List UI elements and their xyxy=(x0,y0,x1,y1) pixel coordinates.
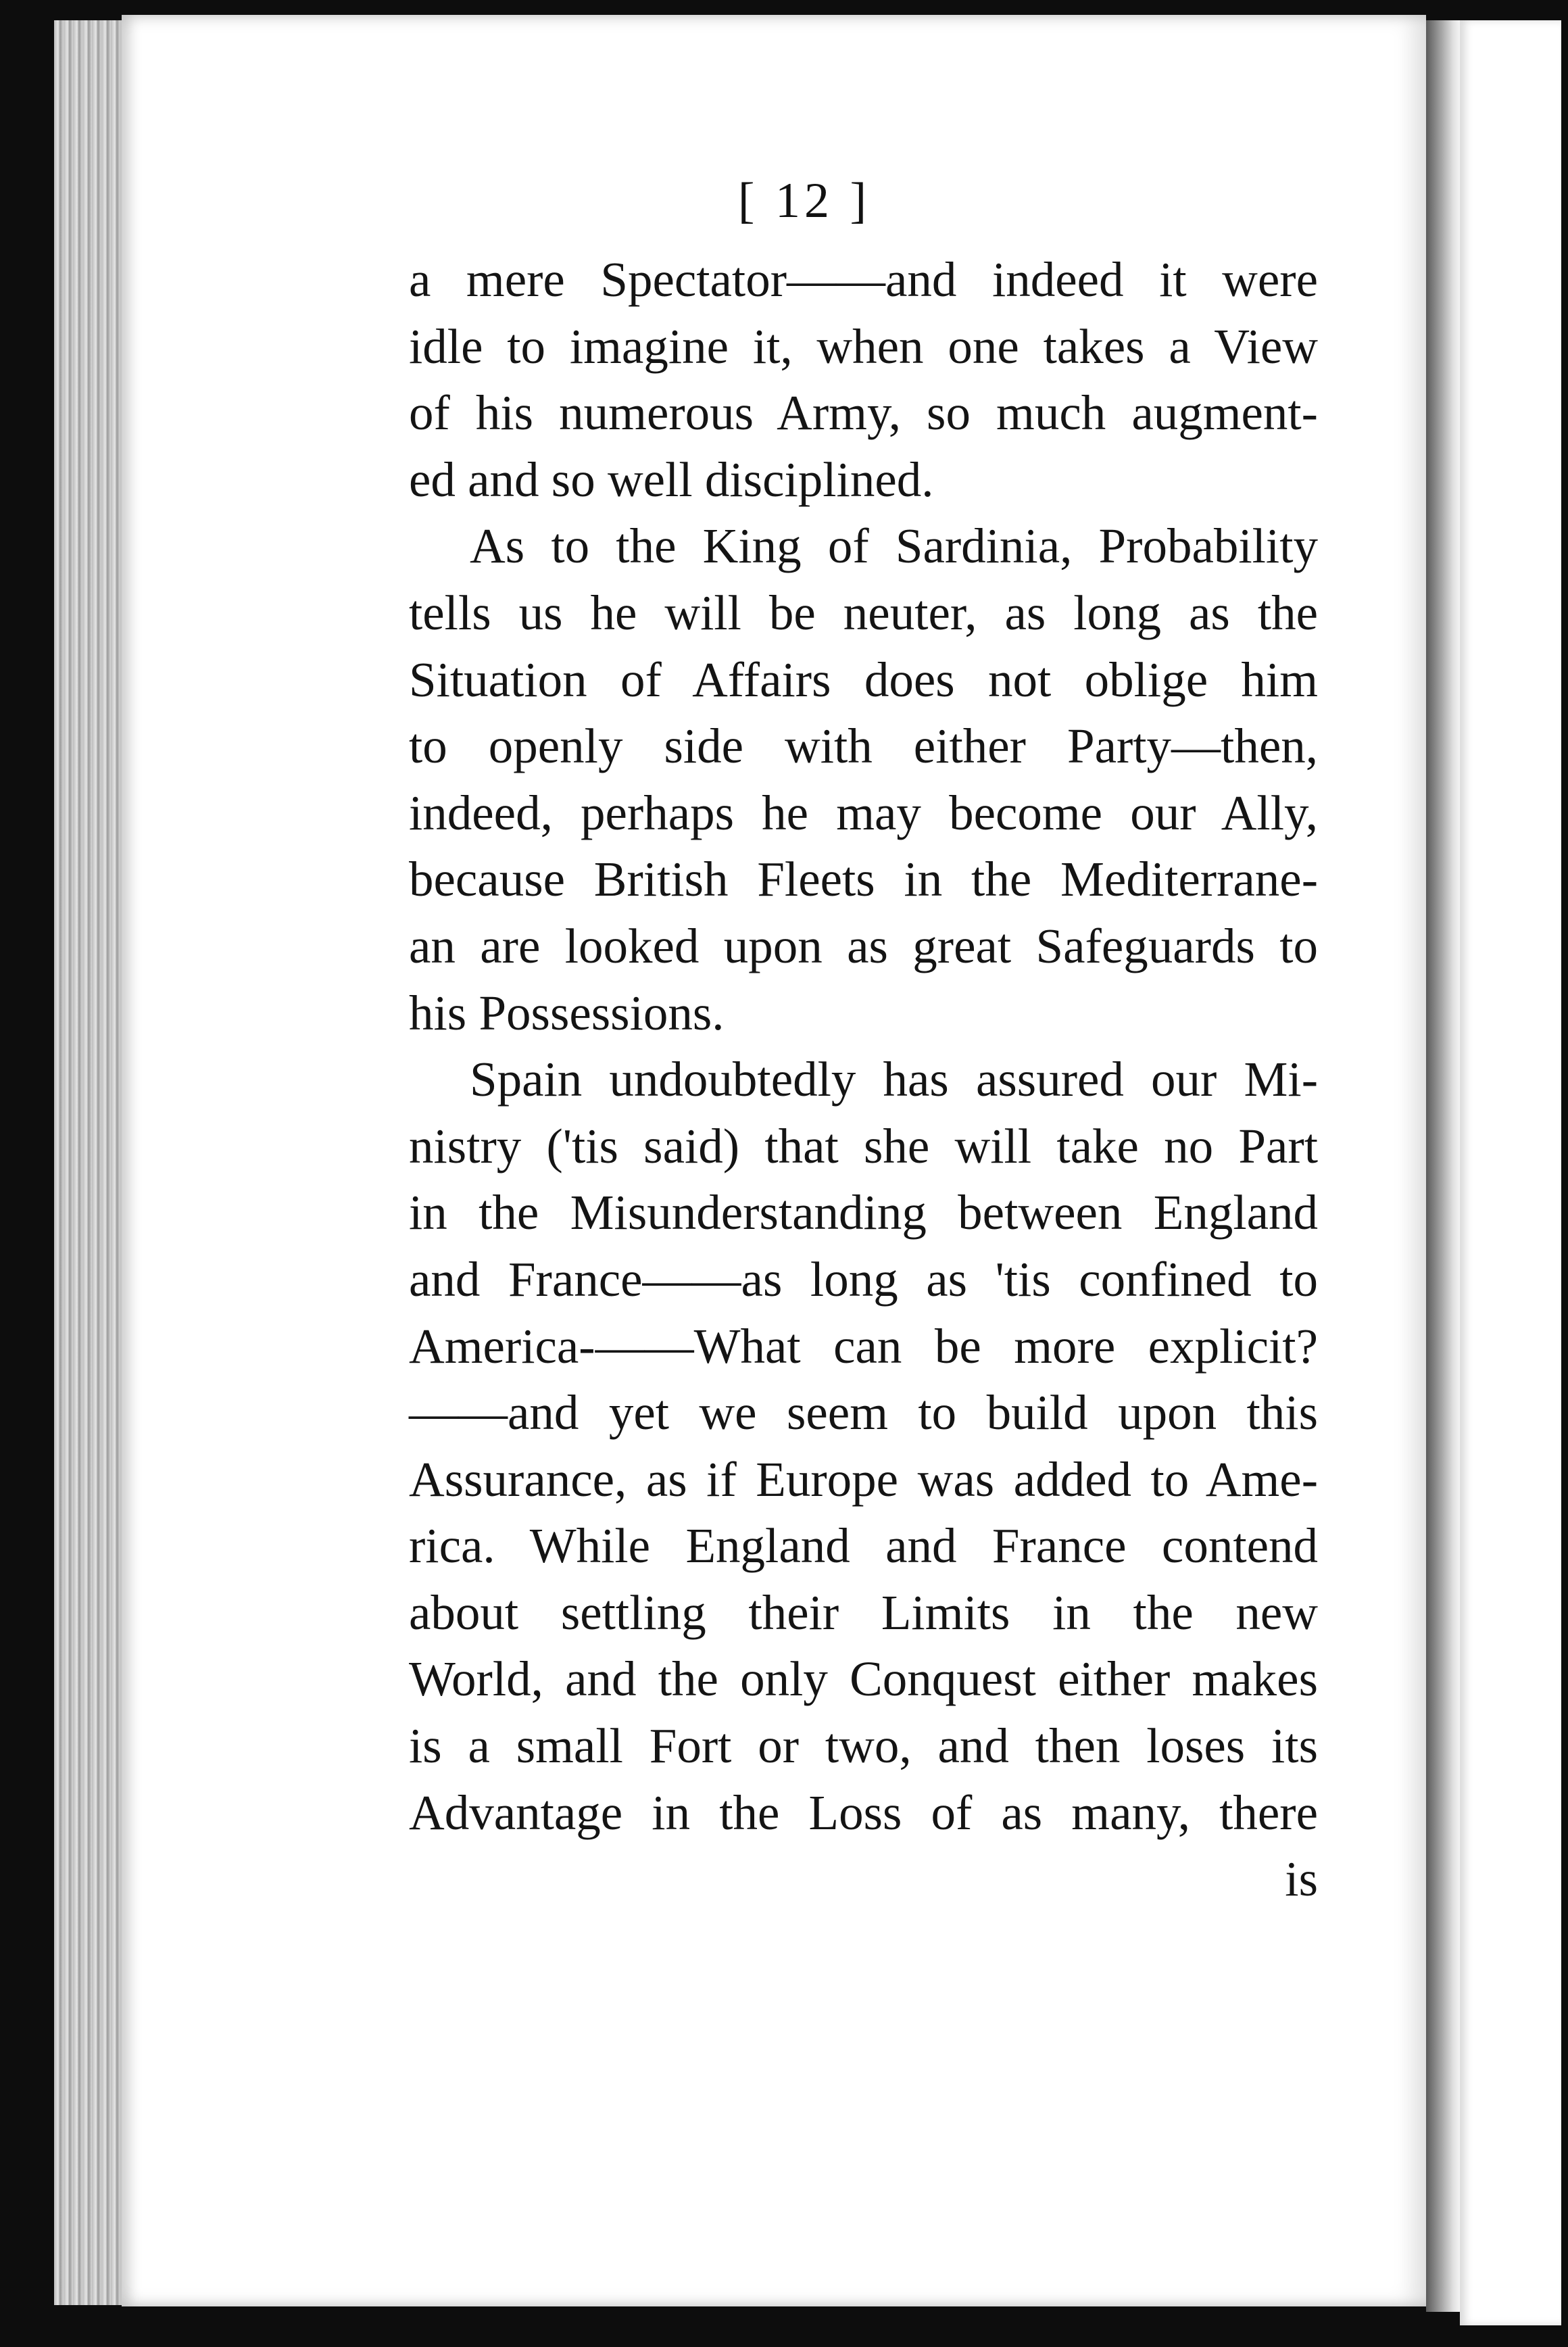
text-line: and France——as long as 'tis confined to xyxy=(409,1251,1318,1307)
text-line: is a small Fort or two, and then loses its xyxy=(409,1718,1318,1774)
page-number: [ 12 ] xyxy=(737,173,871,228)
text-line: ——and yet we seem to build upon this xyxy=(409,1385,1318,1441)
text-line: an are looked upon as great Safeguards to xyxy=(409,918,1318,973)
catchword: is xyxy=(1285,1852,1318,1907)
text-line: his Possessions. xyxy=(409,985,725,1040)
next-page-edge xyxy=(1460,20,1561,2325)
text-line: nistry ('tis said) that she will take no Part xyxy=(409,1118,1318,1174)
page-text xyxy=(409,247,1318,1913)
text-line: of his numerous Army, so much augment- xyxy=(409,385,1318,441)
text-line: indeed, perhaps he may become our Ally, xyxy=(409,785,1318,840)
text-line: Advantage in the Loss of as many, there xyxy=(409,1785,1318,1840)
text-line: rica. While England and France contend xyxy=(409,1518,1318,1574)
text-line: Spain undoubtedly has assured our Mi- xyxy=(470,1052,1318,1107)
text-line: Assurance, as if Europe was added to Ame- xyxy=(409,1451,1318,1507)
text-line: tells us he will be neuter, as long as the xyxy=(409,585,1318,640)
text-line: As to the King of Sardinia, Probability xyxy=(470,518,1318,574)
text-line: World, and the only Conquest either makes xyxy=(409,1651,1318,1707)
text-line: idle to imagine it, when one takes a View xyxy=(409,318,1318,374)
text-line: about settling their Limits in the new xyxy=(409,1584,1318,1640)
text-line: a mere Spectator——and indeed it were xyxy=(409,252,1318,307)
text-line: Situation of Affairs does not oblige him xyxy=(409,652,1318,707)
text-line: ed and so well disciplined. xyxy=(409,452,934,507)
text-line: to openly side with either Party—then, xyxy=(409,719,1318,774)
text-line: because British Fleets in the Mediterrane- xyxy=(409,852,1318,907)
binding-gutter xyxy=(1426,20,1460,2312)
text-line: America-——What can be more explicit? xyxy=(409,1318,1318,1374)
text-line: in the Misunderstanding between England xyxy=(409,1185,1318,1240)
